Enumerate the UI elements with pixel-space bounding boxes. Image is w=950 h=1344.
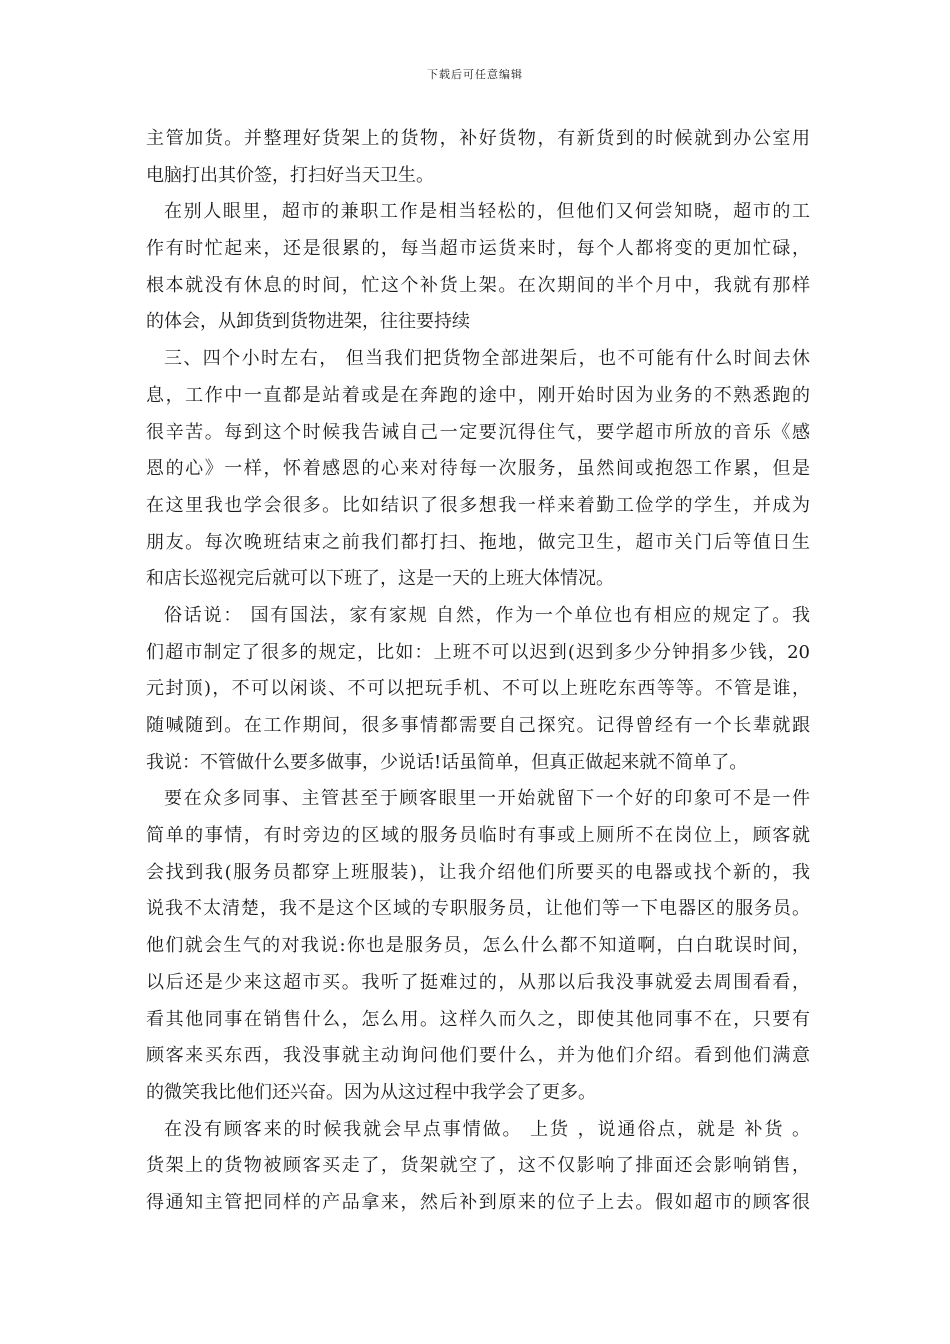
text-line: 三、四个小时左右， 但当我们把货物全部进架后，也不可能有什么时间去休 — [164, 348, 810, 370]
text-line: 主管加货。并整理好货架上的货物，补好货物，有新货到的时候就到办公室用 — [146, 128, 810, 149]
text-line: 根本就没有休息的时间，忙这个补货上架。在次期间的半个月中，我就有那样 — [146, 274, 810, 296]
text-line: 俗话说： 国有国法，家有家规 自然，作为一个单位也有相应的规定了。我 — [164, 604, 810, 626]
text-line: 他们就会生气的对我说:你也是服务员，怎么什么都不知道啊，白白耽误时间， — [146, 935, 810, 957]
text-line: 货架上的货物被顾客买走了，货架就空了，这不仅影响了排面还会影响销售， — [146, 1155, 810, 1177]
text-line: 看其他同事在销售什么，怎么用。这样久而久之，即使其他同事不在，只要有 — [146, 1008, 810, 1030]
text-line: 得通知主管把同样的产品拿来，然后补到原来的位子上去。假如超市的顾客很 — [146, 1191, 810, 1213]
text-line: 朋友。每次晚班结束之前我们都打扫、拖地，做完卫生，超市关门后等值日生 — [146, 531, 810, 553]
text-line: 的体会，从卸货到货物进架，往往要持续 — [146, 311, 470, 333]
text-line: 作有时忙起来，还是很累的，每当超市运货来时，每个人都将变的更加忙碌， — [146, 238, 810, 260]
text-line: 元封顶)，不可以闲谈、不可以把玩手机、不可以上班吃东西等等。不管是谁， — [146, 678, 810, 700]
text-line: 以后还是少来这超市买。我听了挺难过的，从那以后我没事就爱去周围看看， — [146, 971, 810, 993]
text-line: 在别人眼里，超市的兼职工作是相当轻松的，但他们又何尝知晓，超市的工 — [164, 201, 810, 223]
text-line: 在这里我也学会很多。比如结识了很多想我一样来着勤工俭学的学生，并成为 — [146, 494, 810, 516]
text-line: 恩的心》一样，怀着感恩的心来对待每一次服务，虽然间或抱怨工作累，但是 — [146, 458, 810, 480]
text-line: 和店长巡视完后就可以下班了，这是一天的上班大体情况。 — [146, 568, 614, 590]
text-line: 说我不太清楚，我不是这个区域的专职服务员，让他们等一下电器区的服务员。 — [146, 898, 810, 920]
document-body — [146, 121, 810, 1222]
text-line: 们超市制定了很多的规定，比如：上班不可以迟到(迟到多少分钟捐多少钱，20 — [146, 641, 810, 663]
text-line: 很辛苦。每到这个时候我告诫自己一定要沉得住气，要学超市所放的音乐《感 — [146, 421, 810, 443]
text-line: 的微笑我比他们还兴奋。因为从这过程中我学会了更多。 — [146, 1081, 596, 1103]
text-line: 我说：不管做什么要多做事，少说话!话虽简单，但真正做起来就不简单了。 — [146, 751, 748, 773]
text-line: 电脑打出其价签，打扫好当天卫生。 — [146, 164, 434, 186]
text-line: 会找到我(服务员都穿上班服装)，让我介绍他们所要买的电器或找个新的，我 — [146, 861, 810, 883]
text-line: 息，工作中一直都是站着或是在奔跑的途中，刚开始时因为业务的不熟悉跑的 — [146, 384, 810, 406]
text-line: 随喊随到。在工作期间，很多事情都需要自己探究。记得曾经有一个长辈就跟 — [146, 715, 810, 736]
page-header-note: 下载后可任意编辑 — [427, 68, 523, 81]
text-line: 在没有顾客来的时候我就会早点事情做。 上货 ，说通俗点，就是 补货 。 — [164, 1118, 810, 1140]
text-line: 顾客来买东西，我没事就主动询问他们要什么，并为他们介绍。看到他们满意 — [146, 1045, 810, 1067]
text-line: 要在众多同事、主管甚至于顾客眼里一开始就留下一个好的印象可不是一件 — [164, 788, 810, 810]
text-line: 简单的事情，有时旁边的区域的服务员临时有事或上厕所不在岗位上，顾客就 — [146, 825, 810, 847]
